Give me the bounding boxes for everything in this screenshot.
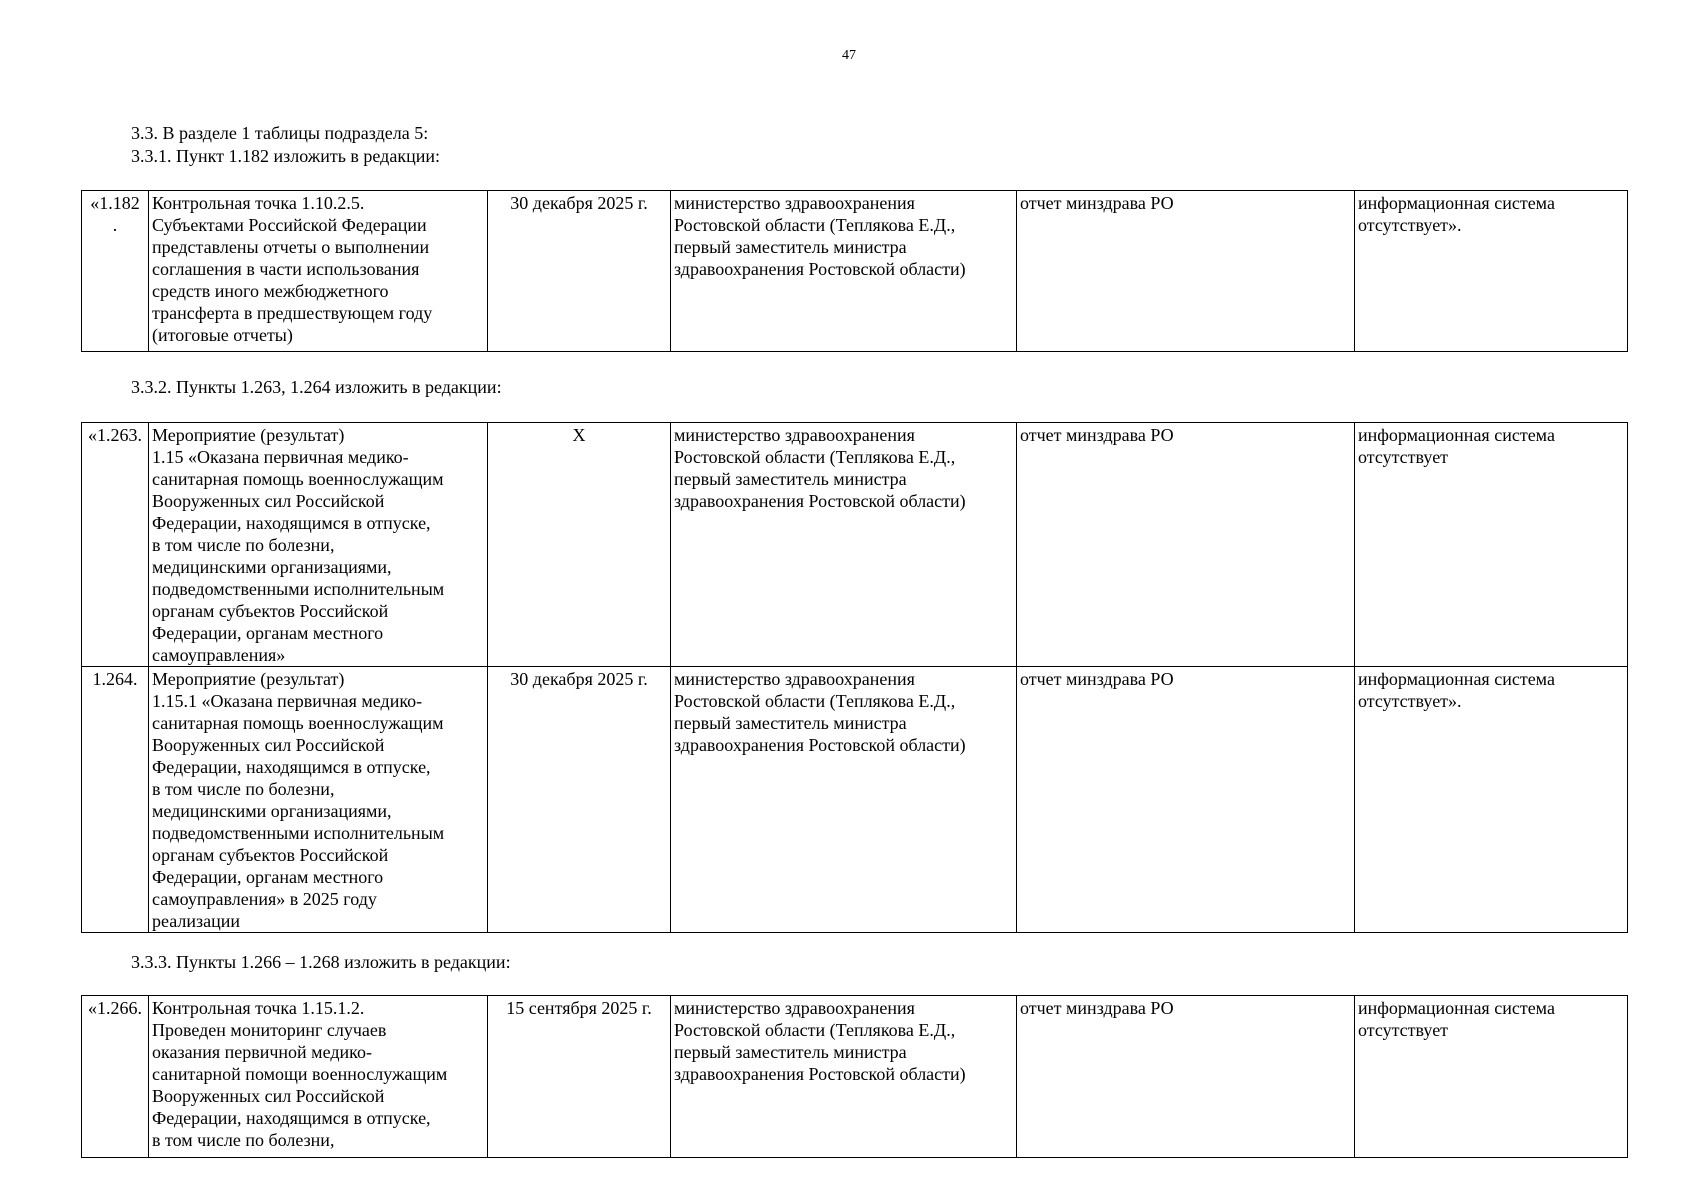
text-line: Вооруженных сил Российской <box>152 491 385 511</box>
text-line: в том числе по болезни, <box>152 1130 335 1150</box>
text-line: Мероприятие (результат) <box>152 425 345 445</box>
text-line: Контрольная точка 1.10.2.5. <box>152 193 365 213</box>
text-line: министерство здравоохранения <box>674 193 915 213</box>
row-number-cell <box>82 996 149 1158</box>
text-line: санитарной помощи военнослужащим <box>152 1064 448 1084</box>
paragraph-3-3-1: 3.3.1. Пункт 1.182 изложить в редакции: <box>131 146 440 166</box>
event-name-cell <box>149 996 488 1158</box>
text-line: самоуправления» <box>152 645 286 665</box>
text-line: Субъектами Российской Федерации <box>152 215 427 235</box>
text-line: органам субъектов Российской <box>152 601 389 621</box>
document-cell: отчет минздрава РО <box>1017 667 1355 933</box>
text-line: Федерации, органам местного <box>152 867 384 887</box>
event-name-cell <box>149 423 488 667</box>
text-line: первый заместитель министра <box>674 237 907 257</box>
text-line: информационная система <box>1358 425 1555 445</box>
event-name-cell <box>149 667 488 933</box>
text-line: соглашения в части использования <box>152 259 420 279</box>
paragraph-3-3-3: 3.3.3. Пункты 1.266 – 1.268 изложить в редакции: <box>131 952 511 972</box>
row-number-line: 1.264. <box>92 669 138 689</box>
page-number: 47 <box>842 48 856 63</box>
deadline-cell: 30 декабря 2025 г. <box>488 667 671 933</box>
text-line: Ростовской области (Теплякова Е.Д., <box>674 447 956 467</box>
text-line: министерство здравоохранения <box>674 669 915 689</box>
paragraph-3-3: 3.3. В разделе 1 таблицы подраздела 5: <box>131 123 429 143</box>
table-items-1-266-1-268 <box>81 995 1628 1158</box>
text-line: Проведен мониторинг случаев <box>152 1020 387 1040</box>
text-line: представлены отчеты о выполнении <box>152 237 430 257</box>
text-line: Ростовской области (Теплякова Е.Д., <box>674 215 956 235</box>
text-line: органам субъектов Российской <box>152 845 389 865</box>
text-line: в том числе по болезни, <box>152 535 335 555</box>
text-line: первый заместитель министра <box>674 469 907 489</box>
text-line: реализации <box>152 911 240 931</box>
text-line: подведомственными исполнительным <box>152 823 445 843</box>
text-line: отсутствует <box>1358 1020 1449 1040</box>
row-number-cell <box>82 191 149 352</box>
table-row <box>82 423 1628 667</box>
table-row <box>82 996 1628 1158</box>
text-line: санитарная помощь военнослужащим <box>152 469 444 489</box>
text-line: Федерации, находящимся в отпуске, <box>152 1108 431 1128</box>
document-cell: отчет минздрава РО <box>1017 996 1355 1158</box>
text-line: министерство здравоохранения <box>674 425 915 445</box>
row-number-line: «1.266. <box>88 998 142 1018</box>
row-number-line: «1.263. <box>88 425 142 445</box>
text-line: санитарная помощь военнослужащим <box>152 713 444 733</box>
row-number-cell <box>82 423 149 667</box>
text-line: Вооруженных сил Российской <box>152 1086 385 1106</box>
row-number-line: . <box>112 215 118 235</box>
text-line: информационная система <box>1358 193 1555 213</box>
text-line: здравоохранения Ростовской области) <box>674 735 966 755</box>
text-line: самоуправления» в 2025 году <box>152 889 377 909</box>
text-line: подведомственными исполнительным <box>152 579 445 599</box>
row-number-cell <box>82 667 149 933</box>
text-line: средств иного межбюджетного <box>152 281 389 301</box>
text-line: здравоохранения Ростовской области) <box>674 491 966 511</box>
text-line: (итоговые отчеты) <box>152 325 293 345</box>
table-row <box>82 191 1628 352</box>
paragraph-3-3-2: 3.3.2. Пункты 1.263, 1.264 изложить в редакции: <box>131 377 502 397</box>
document-cell: отчет минздрава РО <box>1017 423 1355 667</box>
text-line: отсутствует». <box>1358 691 1462 711</box>
info-system-cell <box>1355 191 1628 352</box>
row-number-line: «1.182 <box>90 193 140 213</box>
deadline-cell: 15 сентября 2025 г. <box>488 996 671 1158</box>
text-line: первый заместитель министра <box>674 1042 907 1062</box>
text-line: Федерации, находящимся в отпуске, <box>152 757 431 777</box>
text-line: Вооруженных сил Российской <box>152 735 385 755</box>
responsible-cell <box>671 667 1017 933</box>
text-line: Федерации, находящимся в отпуске, <box>152 513 431 533</box>
text-line: Ростовской области (Теплякова Е.Д., <box>674 691 956 711</box>
text-line: Мероприятие (результат) <box>152 669 345 689</box>
responsible-cell <box>671 996 1017 1158</box>
text-line: отсутствует <box>1358 447 1449 467</box>
text-line: первый заместитель министра <box>674 713 907 733</box>
text-line: министерство здравоохранения <box>674 998 915 1018</box>
text-line: медицинскими организациями, <box>152 557 392 577</box>
text-line: Федерации, органам местного <box>152 623 384 643</box>
deadline-cell: X <box>488 423 671 667</box>
text-line: 1.15.1 «Оказана первичная медико- <box>152 691 423 711</box>
responsible-cell <box>671 191 1017 352</box>
text-line: оказания первичной медико- <box>152 1042 372 1062</box>
text-line: 1.15 «Оказана первичная медико- <box>152 447 409 467</box>
text-line: здравоохранения Ростовской области) <box>674 1064 966 1084</box>
event-name-cell <box>149 191 488 352</box>
info-system-cell <box>1355 423 1628 667</box>
table-items-1-263-1-264 <box>81 422 1628 933</box>
table-row <box>82 667 1628 933</box>
text-line: Ростовской области (Теплякова Е.Д., <box>674 1020 956 1040</box>
responsible-cell <box>671 423 1017 667</box>
text-line: трансферта в предшествующем году <box>152 303 433 323</box>
document-cell: отчет минздрава РО <box>1017 191 1355 352</box>
text-line: информационная система <box>1358 998 1555 1018</box>
text-line: здравоохранения Ростовской области) <box>674 259 966 279</box>
text-line: Контрольная точка 1.15.1.2. <box>152 998 365 1018</box>
info-system-cell <box>1355 996 1628 1158</box>
text-line: медицинскими организациями, <box>152 801 392 821</box>
info-system-cell <box>1355 667 1628 933</box>
deadline-cell: 30 декабря 2025 г. <box>488 191 671 352</box>
text-line: отсутствует». <box>1358 215 1462 235</box>
table-item-1-182 <box>81 190 1628 352</box>
text-line: в том числе по болезни, <box>152 779 335 799</box>
text-line: информационная система <box>1358 669 1555 689</box>
